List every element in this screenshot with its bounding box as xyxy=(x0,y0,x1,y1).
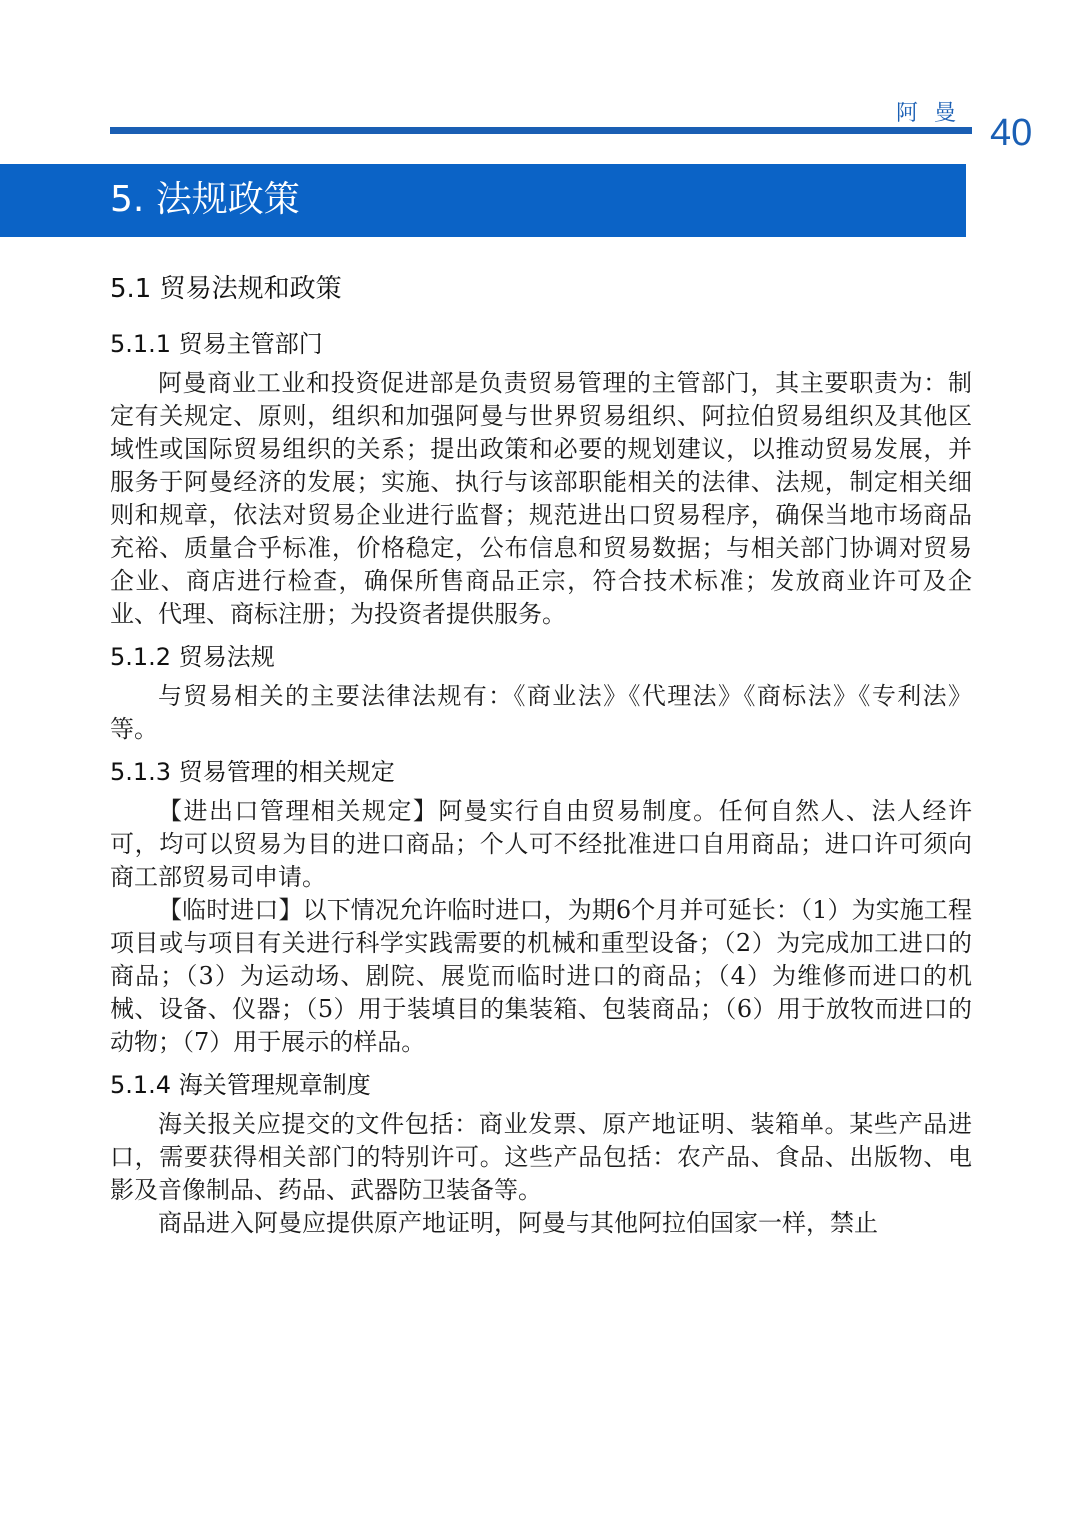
subsection-heading-5-1-3: 5.1.3 贸易管理的相关规定 xyxy=(110,758,395,786)
chapter-title: 5. 法规政策 xyxy=(110,179,300,220)
paragraph-certificate-of-origin: 商品进入阿曼应提供原产地证明，阿曼与其他阿拉伯国家一样，禁止 xyxy=(158,1209,878,1237)
subsection-heading-5-1-2: 5.1.2 贸易法规 xyxy=(110,643,275,671)
page-number: 40 xyxy=(990,112,1033,154)
header-rule xyxy=(110,127,972,134)
page-body xyxy=(110,265,972,1240)
paragraph-temporary-import: 【临时进口】以下情况允许临时进口，为期6个月并可延长：（1）为实施工程项目或与项目有关进行科学实践需要的机械和重型设备；（2）为完成加工进口的商品；（3）为运动场、剧院、展览而临时进口的商品；（4）为维修而进口的机械、设备、仪器；（5）用于装填目的集装箱、包装商品；（6）用于放牧而进口的动物；（7）用于展示的样品。 xyxy=(110,896,972,1056)
subsection-heading-5-1-4: 5.1.4 海关管理规章制度 xyxy=(110,1071,371,1099)
subsection-heading-5-1-1: 5.1.1 贸易主管部门 xyxy=(110,330,323,358)
paragraph-customs-documents: 海关报关应提交的文件包括：商业发票、原产地证明、装箱单。某些产品进口，需要获得相关部门的特别许可。这些产品包括：农产品、食品、出版物、电影及音像制品、药品、武器防卫装备等。 xyxy=(110,1110,972,1204)
section-heading-5-1: 5.1 贸易法规和政策 xyxy=(110,274,342,304)
running-head-country: 阿曼 xyxy=(895,101,972,126)
paragraph-trade-laws: 与贸易相关的主要法律法规有：《商业法》《代理法》《商标法》《专利法》等。 xyxy=(110,682,972,743)
paragraph-trade-authority: 阿曼商业工业和投资促进部是负责贸易管理的主管部门，其主要职责为：制定有关规定、原则，组织和加强阿曼与世界贸易组织、阿拉伯贸易组织及其他区域性或国际贸易组织的关系；提出政策和必要的规划建议，以推动贸易发展，并服务于阿曼经济的发展；实施、执行与该部职能相关的法律、法规，制定相关细则和规章，依法对贸易企业进行监督；规范进出口贸易程序，确保当地市场商品充裕、质量合乎标准，价格稳定，公布信息和贸易数据；与相关部门协调对贸易企业、商店进行检查，确保所售商品正宗，符合技术标准；发放商业许可及企业、代理、商标注册；为投资者提供服务。 xyxy=(110,369,972,628)
paragraph-import-export-rules: 【进出口管理相关规定】阿曼实行自由贸易制度。任何自然人、法人经许可，均可以贸易为目的进口商品；个人可不经批准进口自用商品；进口许可须向商工部贸易司申请。 xyxy=(110,797,972,891)
